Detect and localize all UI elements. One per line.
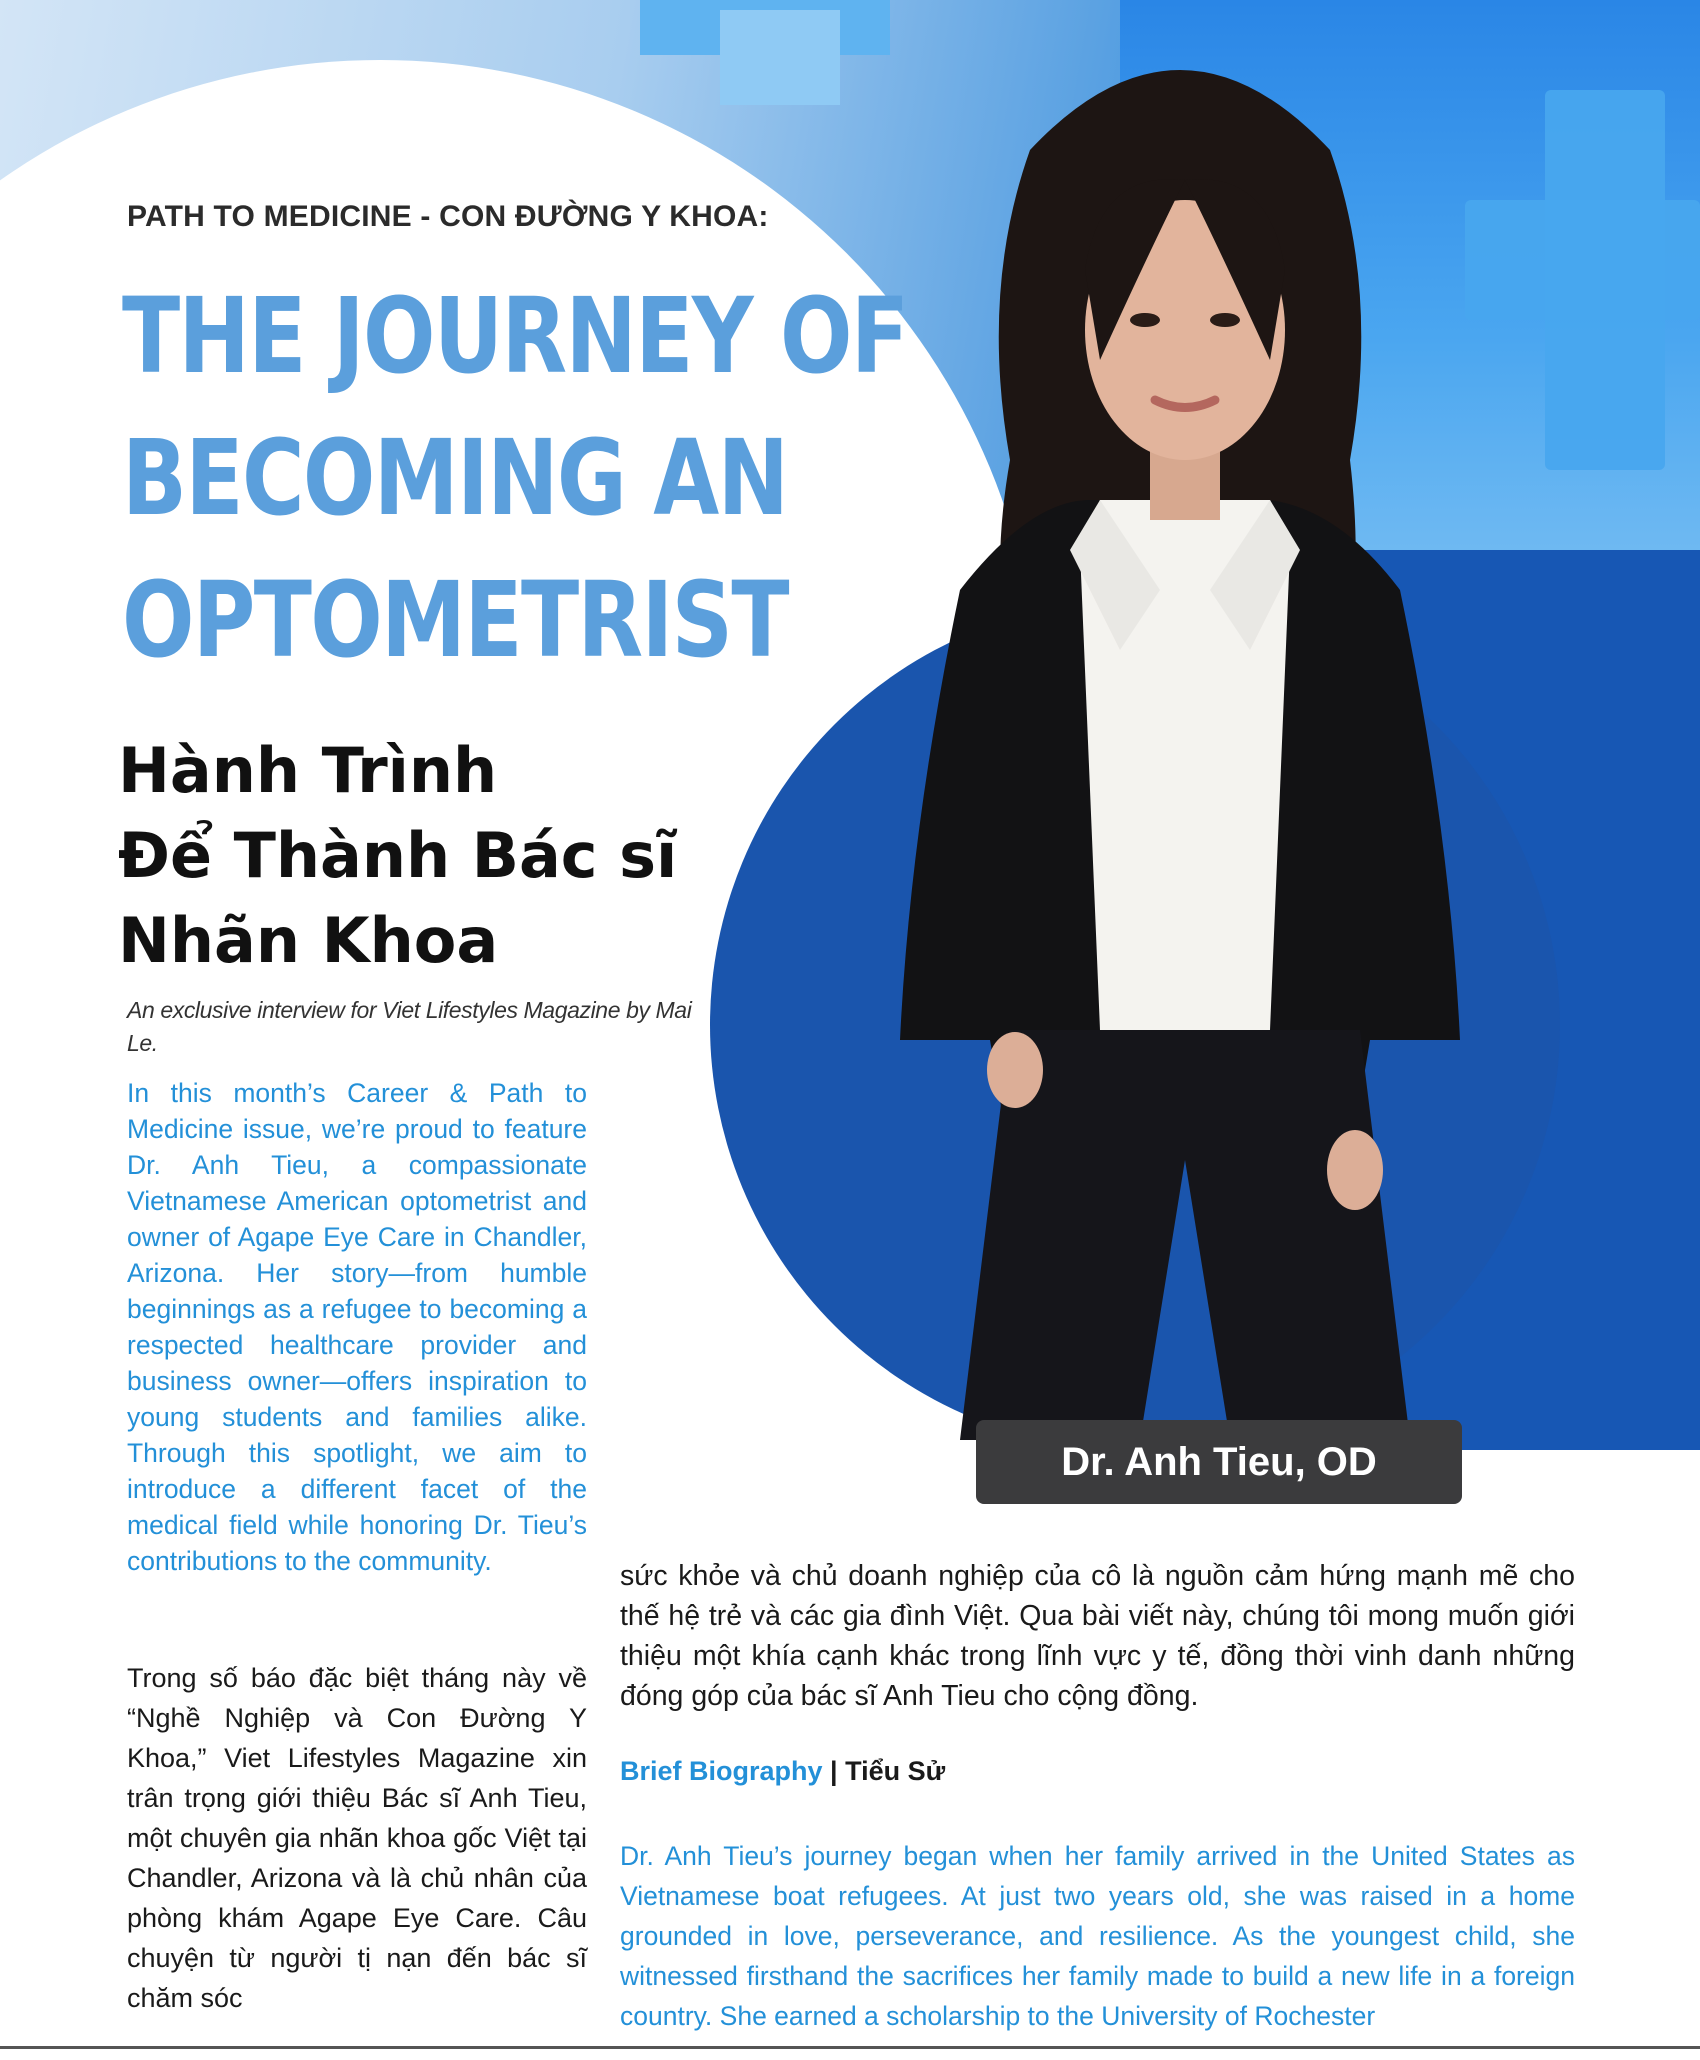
intro-english: In this month’s Career & Path to Medicine issue, we’re proud to feature Dr. Anh Tieu, a compassionate Vietnamese American optometrist and owner of Agape Eye Care in Chandler, Arizona. Her story—from humble beginnings as a refugee to becoming a respected healthcare provider and business owner—offers inspiration to young students and families alike. Through this spotlight, we aim to introduce a different facet of the medical field while honoring Dr. Tieu’s contributions to the community.	[127, 1078, 587, 1576]
background-shape	[720, 10, 840, 105]
hand-right	[1327, 1130, 1383, 1210]
portrait-photo	[850, 30, 1510, 1450]
section-heading-separator: |	[830, 1756, 838, 1786]
section-heading-en: Brief Biography	[620, 1756, 823, 1786]
intro-vietnamese-continued: sức khỏe và chủ doanh nghiệp của cô là nguồn cảm hứng mạnh mẽ cho thế hệ trẻ và các gia đình Việt. Qua bài viết này, chúng tôi mong muốn giới thiệu một khía cạnh khác trong lĩnh vực y tế, đồng thời vinh danh những đóng góp của bác sĩ Anh Tieu cho cộng đồng.	[620, 1560, 1575, 1712]
vietnamese-title	[118, 728, 738, 983]
vn-title-line: Để Thành Bác sĩ	[118, 819, 678, 892]
intro-vietnamese: Trong số báo đặc biệt tháng này về “Nghề Nghiệp và Con Đường Y Khoa,” Viet Lifestyles Magazine xin trân trọng giới thiệu Bác sĩ Anh Tieu, một chuyên gia nhãn khoa gốc Việt tại Chandler, Arizona và là chủ nhân của phòng khám Agape Eye Care. Câu chuyện từ người tị nạn đến bác sĩ chăm sóc	[127, 1663, 587, 2013]
headline-line: OPTOMETRIST	[122, 559, 788, 681]
article-headline	[122, 265, 908, 691]
section-heading-vn: Tiểu Sử	[845, 1756, 946, 1786]
biography-text: Dr. Anh Tieu’s journey began when her family arrived in the United States as Vietnamese boat refugees. At just two years old, she was raised in a home grounded in love, perseverance, and resilience. As the youngest child, she witnessed firsthand the sacrifices her family made to build a new life in a foreign country. She earned a scholarship to the University of Rochester	[620, 1841, 1575, 2031]
vn-title-line: Nhãn Khoa	[118, 904, 499, 977]
article-kicker: PATH TO MEDICINE - CON ĐƯỜNG Y KHOA:	[127, 200, 769, 233]
hand-left	[987, 1032, 1043, 1108]
photo-caption: Dr. Anh Tieu, OD	[976, 1420, 1462, 1504]
section-heading-biography	[620, 1756, 945, 1787]
headline-line: BECOMING AN	[122, 417, 788, 539]
headline-line: THE JOURNEY OF	[122, 275, 908, 397]
page-bottom-rule	[0, 2046, 1700, 2049]
vn-title-line: Hành Trình	[118, 734, 498, 807]
byline: An exclusive interview for Viet Lifestyles Magazine by Mai Le.	[127, 997, 692, 1056]
